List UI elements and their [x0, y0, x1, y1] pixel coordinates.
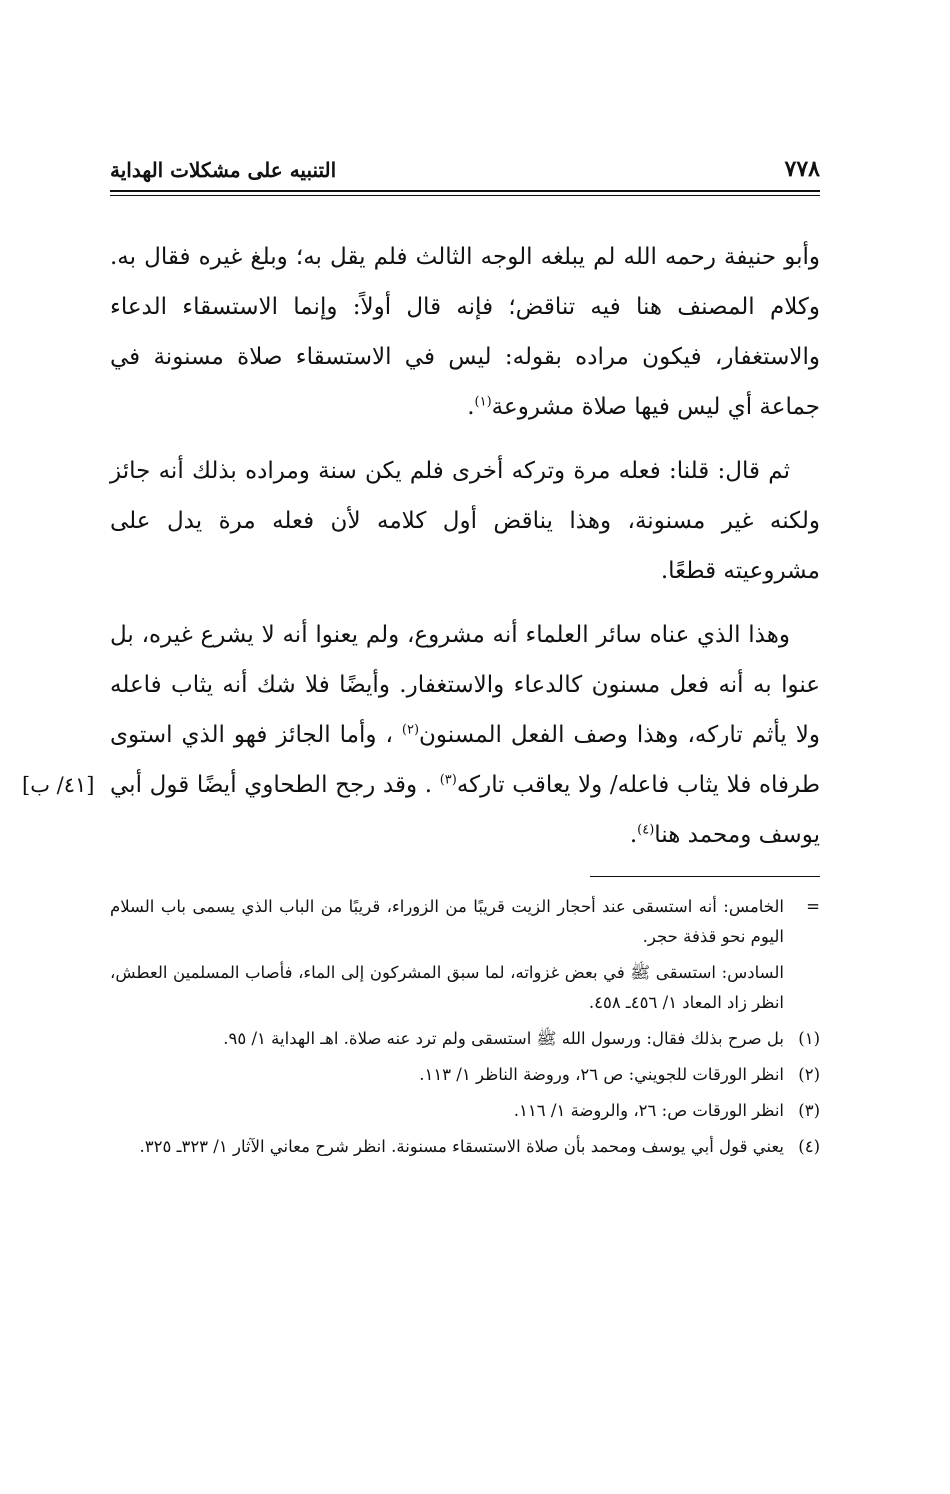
footnote-ref: (١) [474, 394, 492, 410]
footnote-text: انظر الورقات ص: ٢٦، والروضة ١/ ١١٦. [513, 1101, 784, 1120]
footnote-number: (٢) [798, 1065, 820, 1084]
footnote-number: (٣) [798, 1101, 820, 1120]
header-rule-thin [110, 195, 820, 196]
footnote [110, 1024, 820, 1054]
paragraph [110, 232, 820, 432]
footnote-ref: (٤) [637, 822, 655, 838]
paragraph-text: ثم قال: قلنا: فعله مرة وتركه أخرى فلم يكن سنة ومراده بذلك أنه جائز ولكنه غير مسنونة، وهذا يناقض أول كلامه لأن فعله مرة يدل على مشروعيته قطعًا. [110, 458, 820, 584]
footnotes [110, 892, 820, 1168]
footnote-ref: (٣) [439, 772, 457, 788]
footnote-text: يعني قول أبي يوسف ومحمد بأن صلاة الاستسقاء مسنونة. انظر شرح معاني الآثار ١/ ٣٢٣ـ ٣٢٥. [139, 1137, 784, 1156]
running-title: التنبيه على مشكلات الهداية [110, 158, 337, 182]
footnote [110, 1132, 820, 1162]
footnote-text: انظر الورقات للجويني: ص ٢٦، وروضة الناظر ١/ ١١٣. [419, 1065, 784, 1084]
footnote [110, 958, 820, 1018]
main-text [22, 232, 821, 860]
footnote-text: بل صرح بذلك فقال: ورسول الله ﷺ استسقى ولم ترد عنه صلاة. اهـ الهداية ١/ ٩٥. [223, 1029, 784, 1048]
paragraph [110, 446, 820, 596]
header-rule-thick [110, 190, 820, 192]
paragraph-end: . [629, 822, 638, 848]
manuscript-folio-marker: [٤١/ ب] [22, 773, 95, 797]
footnote [110, 1096, 820, 1126]
footnote-separator [590, 876, 820, 877]
running-header [110, 150, 820, 182]
paragraph-end: . [467, 394, 475, 420]
footnote-text: الخامس: أنه استسقى عند أحجار الزيت قريبًا من الزوراء، قريبًا من الباب الذي يسمى باب السلام اليوم نحو قذفة حجر. [110, 897, 784, 946]
paragraph-text: وهذا الذي عناه سائر العلماء أنه مشروع، ولم يعنوا أنه لا يشرع غيره، بل عنوا به أنه فعل مسنون كالدعاء والاستغفار. وأيضًا فلا شك أنه يثاب فاعله ولا يأثم تاركه، وهذا وصف الفعل المسنون [110, 622, 821, 748]
footnote [110, 1060, 820, 1090]
footnote-ref: (٢) [401, 722, 420, 738]
paragraph-text: وأبو حنيفة رحمه الله لم يبلغه الوجه الثالث فلم يقل به؛ وبلغ غيره فقال به. وكلام المصنف هنا فيه تناقض؛ فإنه قال أولاً: وإنما الاستسقاء الدعاء والاستغفار، فيكون مراده بقوله: ليس في الاستسقاء صلاة مسنونة في جماعة أي ليس فيها صلاة مشروعة [110, 244, 820, 420]
footnote-number: (١) [798, 1029, 820, 1048]
footnote-text: السادس: استسقى ﷺ في بعض غزواته، لما سبق المشركون إلى الماء، فأصاب المسلمين العطش، انظر زاد المعاد ١/ ٤٥٦ـ ٤٥٨. [110, 963, 784, 1012]
page-number: ٧٧٨ [784, 156, 820, 182]
footnote [110, 892, 820, 952]
footnote-number: = [806, 897, 820, 916]
footnote-number [784, 958, 820, 1018]
paragraph-text: ، وأما الجائز فهو الذي استوى طرفاه فلا يثاب فاعله/ ولا يعاقب تاركه [110, 722, 821, 798]
paragraph [22, 610, 821, 860]
paragraph-text: . وقد رجح الطحاوي أيضًا قول أبي يوسف ومحمد هنا [110, 772, 820, 848]
footnote-number: (٤) [798, 1137, 820, 1156]
